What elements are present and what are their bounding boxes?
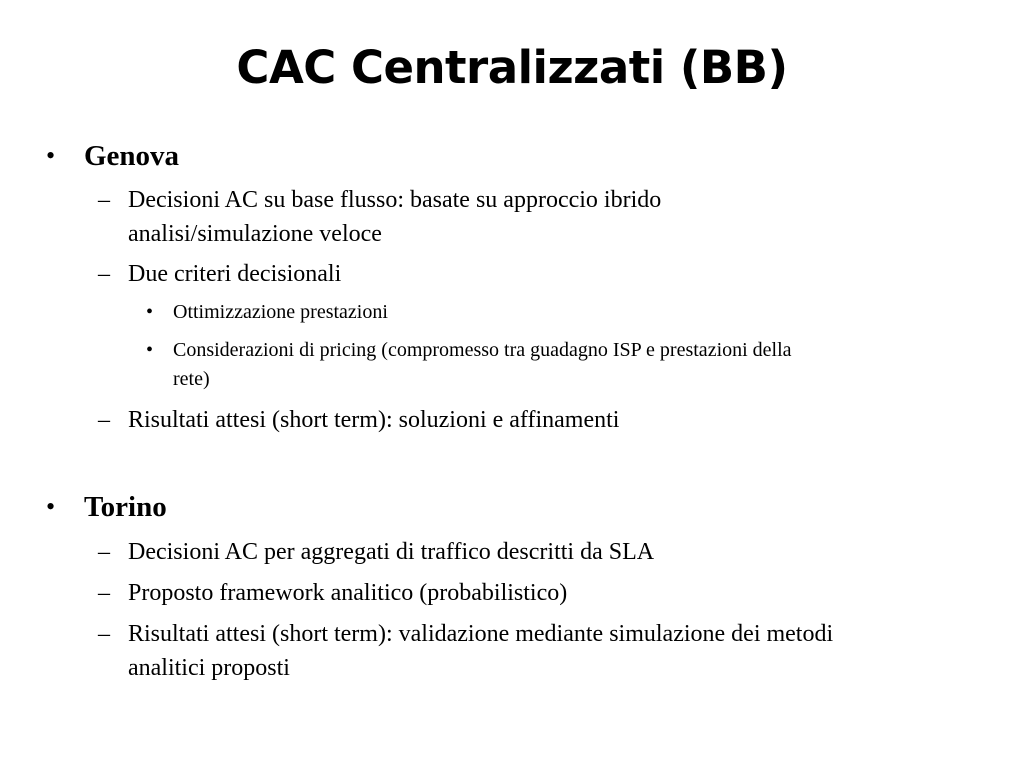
slide-title: CAC Centralizzati (BB) <box>236 41 788 94</box>
sub-list-item-text: Ottimizzazione prestazioni <box>173 301 388 323</box>
sub-list-item-text: Considerazioni di pricing (compromesso tra guadagno ISP e prestazioni della <box>173 339 792 361</box>
sub-bullet-marker: • <box>146 339 154 361</box>
dash-marker: – <box>98 580 110 606</box>
dash-marker: – <box>98 187 110 213</box>
dash-marker: – <box>98 407 110 433</box>
section-heading-genova: Genova <box>84 140 180 172</box>
dash-marker: – <box>98 261 110 287</box>
list-item-text: Decisioni AC per aggregati di traffico descritti da SLA <box>128 539 655 565</box>
section-heading-torino: Torino <box>84 491 167 523</box>
list-item-text: Decisioni AC su base flusso: basate su approccio ibrido <box>128 187 662 213</box>
bullet-marker: • <box>46 141 56 170</box>
dash-marker: – <box>98 539 110 565</box>
bullet-marker: • <box>46 492 56 521</box>
list-item-text-continued: analitici proposti <box>128 655 290 681</box>
sub-bullet-marker: • <box>146 301 154 323</box>
list-item-text-continued: analisi/simulazione veloce <box>128 221 382 247</box>
list-item-text: Risultati attesi (short term): soluzioni e affinamenti <box>128 407 620 433</box>
list-item-text: Proposto framework analitico (probabilistico) <box>128 580 568 606</box>
dash-marker: – <box>98 621 110 647</box>
list-item-text: Risultati attesi (short term): validazione mediante simulazione dei metodi <box>128 621 834 647</box>
sub-list-item-text-continued: rete) <box>173 368 210 390</box>
list-item-text: Due criteri decisionali <box>128 261 342 287</box>
